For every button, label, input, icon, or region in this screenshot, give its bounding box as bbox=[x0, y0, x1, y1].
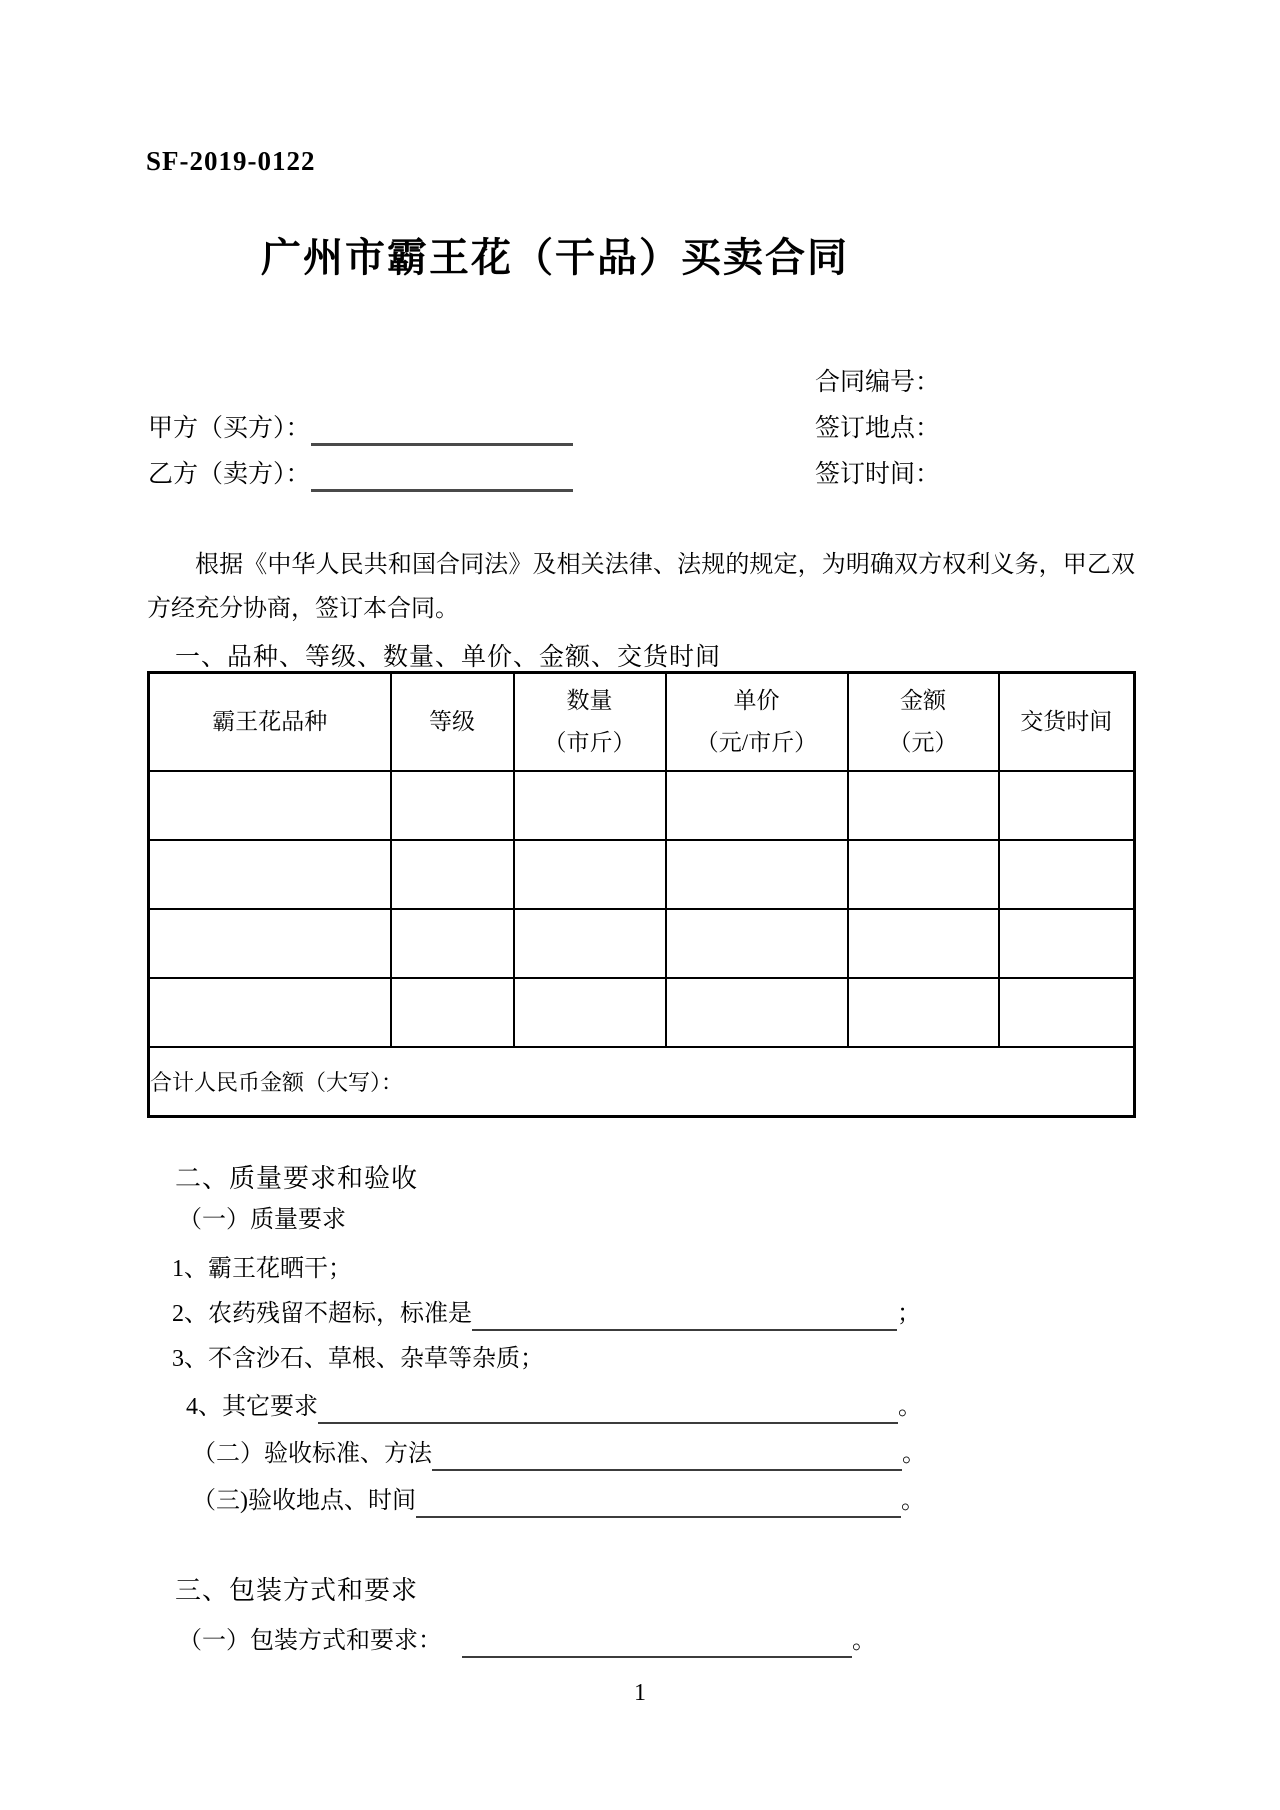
table-cell[interactable] bbox=[848, 978, 999, 1047]
quality-item-1: 1、霸王花晒干； bbox=[172, 1256, 352, 1282]
contract-number-field bbox=[815, 366, 940, 400]
preamble-paragraph: 根据《中华人民共和国合同法》及相关法律、法规的规定，为明确双方权利义务，甲乙双方经充分协商，签订本合同。 bbox=[147, 552, 1135, 622]
packaging-method-line bbox=[178, 1624, 876, 1658]
quality-item-4-label: 4、其它要求 bbox=[186, 1394, 318, 1420]
acceptance-standard-suffix: 。 bbox=[902, 1441, 926, 1467]
table-cell[interactable] bbox=[514, 909, 666, 978]
table-row bbox=[149, 771, 1135, 840]
other-requirements-blank[interactable] bbox=[318, 1394, 898, 1424]
col-header-amount: 金额 （元） bbox=[848, 673, 999, 772]
table-cell[interactable] bbox=[848, 840, 999, 909]
quality-item-2-label: 2、农药残留不超标，标准是 bbox=[172, 1301, 472, 1327]
table-cell[interactable] bbox=[149, 909, 391, 978]
section-one-heading: 一、品种、等级、数量、单价、金额、交货时间 bbox=[175, 643, 722, 671]
table-cell[interactable] bbox=[999, 840, 1135, 909]
acceptance-place-label: （三)验收地点、时间 bbox=[192, 1488, 416, 1514]
table-total-row bbox=[149, 1047, 1135, 1117]
table-cell[interactable] bbox=[999, 978, 1135, 1047]
table-cell[interactable] bbox=[514, 978, 666, 1047]
party-b-field bbox=[148, 458, 573, 492]
quality-item-4 bbox=[186, 1390, 922, 1424]
acceptance-place-line bbox=[192, 1484, 925, 1518]
quality-item-2 bbox=[172, 1297, 921, 1331]
page-number: 1 bbox=[634, 1680, 646, 1706]
table-cell[interactable] bbox=[149, 978, 391, 1047]
section-two-heading: 二、质量要求和验收 bbox=[175, 1163, 419, 1193]
pesticide-standard-blank[interactable] bbox=[472, 1301, 897, 1331]
packaging-method-blank[interactable] bbox=[462, 1628, 852, 1658]
table-cell[interactable] bbox=[666, 771, 848, 840]
col-header-delivery-time: 交货时间 bbox=[999, 673, 1135, 772]
table-cell[interactable] bbox=[666, 840, 848, 909]
packaging-method-label: （一）包装方式和要求： bbox=[178, 1628, 442, 1654]
table-cell[interactable] bbox=[391, 978, 514, 1047]
table-cell[interactable] bbox=[999, 909, 1135, 978]
quality-requirements-subheading: （一）质量要求 bbox=[178, 1207, 346, 1233]
party-b-label: 乙方（卖方）： bbox=[148, 461, 311, 488]
table-cell[interactable] bbox=[391, 840, 514, 909]
sign-place-field bbox=[815, 412, 940, 446]
quality-item-2-suffix: ； bbox=[897, 1301, 921, 1327]
table-header-row bbox=[149, 673, 1135, 772]
table-cell[interactable] bbox=[999, 771, 1135, 840]
col-header-variety: 霸王花品种 bbox=[149, 673, 391, 772]
sign-place-label: 签订地点： bbox=[815, 415, 941, 442]
table-cell[interactable] bbox=[391, 771, 514, 840]
goods-table bbox=[147, 671, 1136, 1118]
table-cell[interactable] bbox=[149, 840, 391, 909]
col-header-unit-price: 单价 （元/市斤） bbox=[666, 673, 848, 772]
table-cell[interactable] bbox=[848, 771, 999, 840]
document-title: 广州市霸王花（干品）买卖合同 bbox=[261, 236, 849, 280]
acceptance-standard-blank[interactable] bbox=[432, 1441, 902, 1471]
party-a-field bbox=[148, 412, 573, 446]
table-cell[interactable] bbox=[391, 909, 514, 978]
contract-number-label: 合同编号： bbox=[815, 369, 941, 396]
col-header-grade: 等级 bbox=[391, 673, 514, 772]
table-cell[interactable] bbox=[514, 840, 666, 909]
table-cell[interactable] bbox=[848, 909, 999, 978]
table-row bbox=[149, 909, 1135, 978]
table-cell[interactable] bbox=[666, 978, 848, 1047]
packaging-method-suffix: 。 bbox=[852, 1628, 876, 1654]
table-row bbox=[149, 978, 1135, 1047]
quality-item-4-suffix: 。 bbox=[898, 1394, 922, 1420]
sign-time-field bbox=[815, 458, 940, 492]
acceptance-standard-label: （二）验收标准、方法 bbox=[192, 1441, 432, 1467]
table-row bbox=[149, 840, 1135, 909]
quality-item-3: 3、不含沙石、草根、杂草等杂质； bbox=[172, 1346, 544, 1372]
sign-time-label: 签订时间： bbox=[815, 461, 941, 488]
acceptance-place-suffix: 。 bbox=[901, 1488, 925, 1514]
col-header-quantity: 数量 （市斤） bbox=[514, 673, 666, 772]
table-cell[interactable] bbox=[666, 909, 848, 978]
table-cell[interactable] bbox=[514, 771, 666, 840]
acceptance-place-blank[interactable] bbox=[416, 1488, 901, 1518]
section-three-heading: 三、包装方式和要求 bbox=[175, 1575, 419, 1605]
party-a-label: 甲方（买方）： bbox=[148, 415, 311, 442]
acceptance-standard-line bbox=[192, 1437, 926, 1471]
party-b-blank[interactable] bbox=[311, 461, 573, 492]
document-code: SF-2019-0122 bbox=[146, 146, 316, 176]
total-amount-label: 合计人民币金额（大写）： bbox=[150, 1070, 404, 1095]
party-a-blank[interactable] bbox=[311, 415, 573, 446]
table-cell[interactable] bbox=[149, 771, 391, 840]
